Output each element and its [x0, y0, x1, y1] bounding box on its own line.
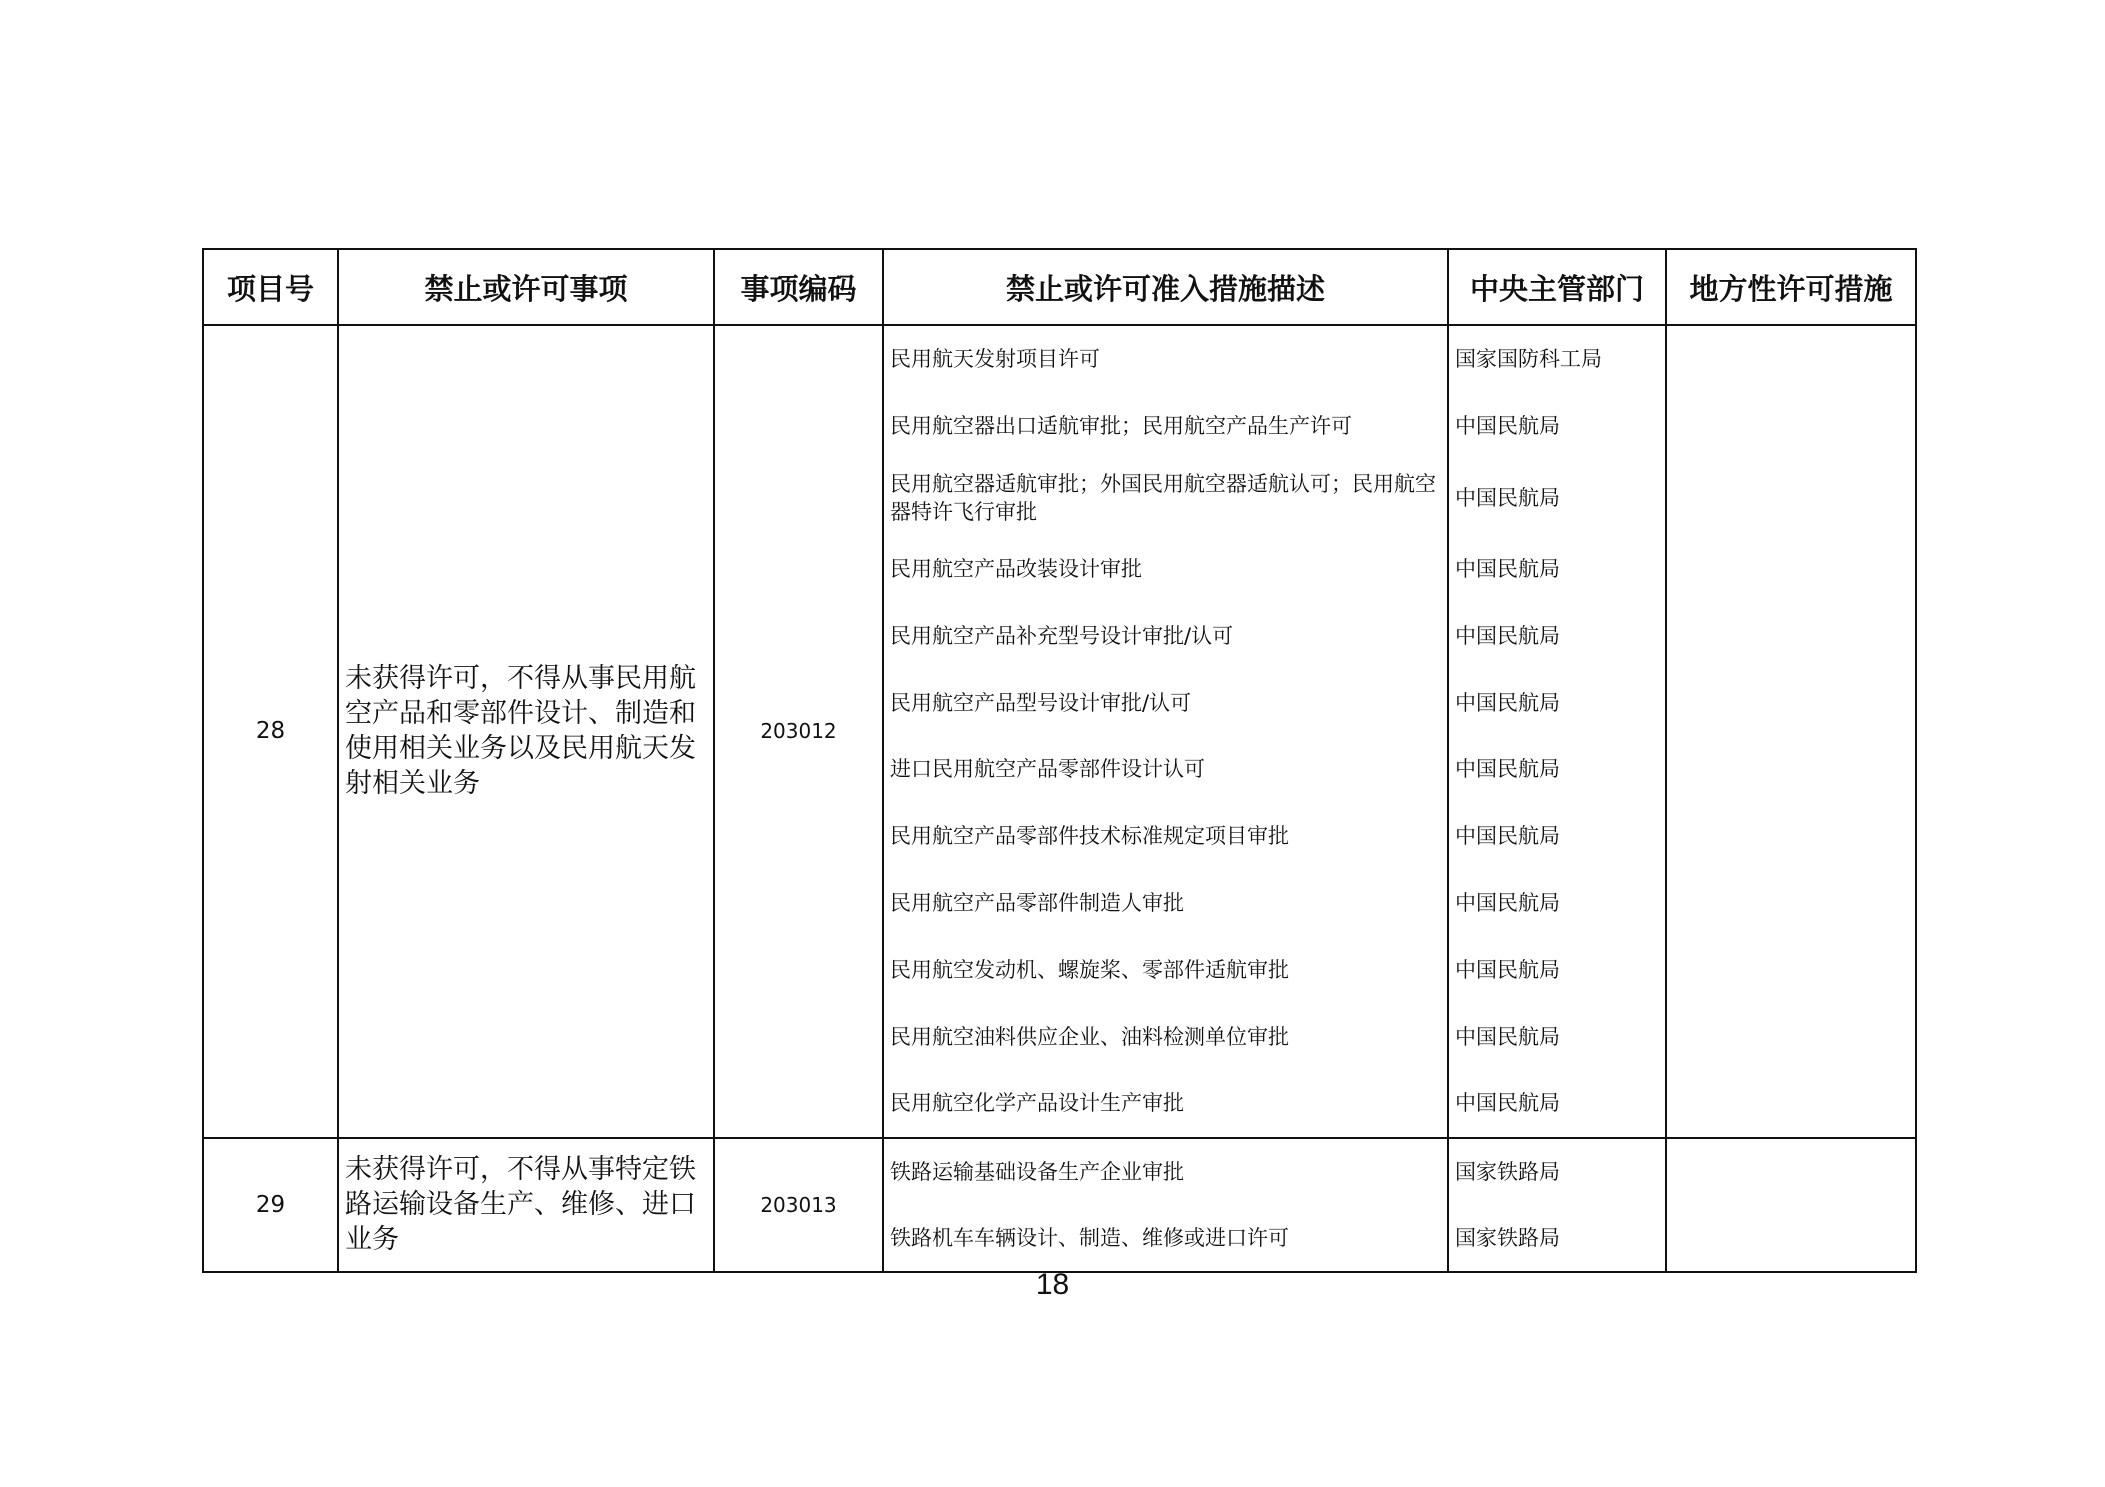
measure-description: 铁路机车车辆设计、制造、维修或进口许可	[890, 1225, 1289, 1250]
measure-department: 中国民航局	[1455, 485, 1560, 510]
measure-department: 中国民航局	[1455, 623, 1560, 648]
measure-department: 中国民航局	[1455, 1091, 1560, 1116]
header-department: 中央主管部门	[1448, 249, 1666, 325]
measure-department: 中国民航局	[1455, 556, 1560, 581]
measure-department: 中国民航局	[1455, 957, 1560, 982]
table-header-row	[203, 249, 1916, 325]
table-row	[203, 325, 1916, 1138]
code-cell: 203012	[714, 325, 883, 1138]
code-cell: 203013	[714, 1138, 883, 1272]
description-cell	[883, 325, 1448, 1138]
measure-department: 国家国防科工局	[1455, 347, 1602, 372]
description-cell	[883, 1138, 1448, 1272]
measure-description: 铁路运输基础设备生产企业审批	[890, 1159, 1184, 1184]
measure-description: 民用航空器出口适航审批；民用航空产品生产许可	[890, 414, 1352, 439]
department-cell	[1448, 1138, 1666, 1272]
header-local-measures: 地方性许可措施	[1666, 249, 1916, 325]
item-cell: 未获得许可，不得从事民用航空产品和零部件设计、制造和使用相关业务以及民用航天发射相关业务	[338, 325, 714, 1138]
local-measures-cell	[1666, 325, 1916, 1138]
measure-description: 民用航天发射项目许可	[890, 347, 1100, 372]
measure-department: 中国民航局	[1455, 890, 1560, 915]
measure-department: 国家铁路局	[1455, 1225, 1560, 1250]
project-no-cell: 28	[203, 325, 338, 1138]
measure-description: 民用航空产品零部件制造人审批	[890, 890, 1184, 915]
measure-description: 民用航空油料供应企业、油料检测单位审批	[890, 1024, 1289, 1049]
measure-department: 中国民航局	[1455, 757, 1560, 782]
measure-description: 民用航空产品零部件技术标准规定项目审批	[890, 824, 1289, 849]
header-description: 禁止或许可准入措施描述	[883, 249, 1448, 325]
measure-description: 民用航空产品改装设计审批	[890, 556, 1142, 581]
local-measures-cell	[1666, 1138, 1916, 1272]
measure-department: 中国民航局	[1455, 1024, 1560, 1049]
measure-description: 进口民用航空产品零部件设计认可	[890, 757, 1205, 782]
header-project-no: 项目号	[203, 249, 338, 325]
measure-description: 民用航空产品型号设计审批/认可	[890, 690, 1192, 715]
measure-description: 民用航空发动机、螺旋桨、零部件适航审批	[890, 957, 1289, 982]
department-cell	[1448, 325, 1666, 1138]
permit-table	[202, 248, 1917, 1273]
measure-department: 中国民航局	[1455, 690, 1560, 715]
measure-description: 民用航空器适航审批；外国民用航空器适航认可；民用航空器特许飞行审批	[890, 471, 1436, 524]
item-cell: 未获得许可，不得从事特定铁路运输设备生产、维修、进口业务	[338, 1138, 714, 1272]
header-code: 事项编码	[714, 249, 883, 325]
page-number: 18	[1035, 1268, 1070, 1301]
header-item: 禁止或许可事项	[338, 249, 714, 325]
table-row	[203, 1138, 1916, 1272]
measure-description: 民用航空化学产品设计生产审批	[890, 1091, 1184, 1116]
project-no-cell: 29	[203, 1138, 338, 1272]
measure-description: 民用航空产品补充型号设计审批/认可	[890, 623, 1234, 648]
measure-department: 中国民航局	[1455, 824, 1560, 849]
measure-department: 国家铁路局	[1455, 1159, 1560, 1184]
measure-department: 中国民航局	[1455, 414, 1560, 439]
